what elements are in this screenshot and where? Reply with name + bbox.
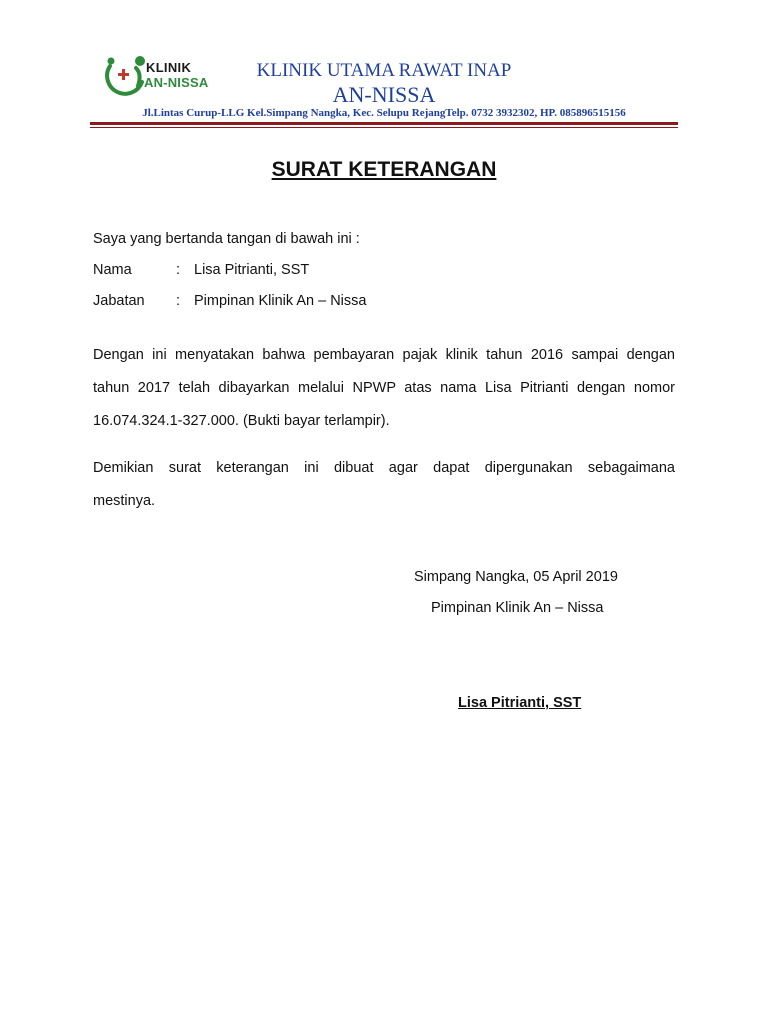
letterhead-title: KLINIK UTAMA RAWAT INAP xyxy=(256,60,512,81)
letterhead-subtitle: AN-NISSA xyxy=(332,82,436,107)
logo-text-klinik: KLINIK xyxy=(146,60,192,75)
paragraph-closing xyxy=(93,458,675,524)
signature-name: Lisa Pitrianti, SST xyxy=(458,695,582,711)
logo-text-annissa: AN-NISSA xyxy=(144,75,209,90)
paragraph-statement xyxy=(93,345,675,444)
paragraph-line: 16.074.324.1-327.000. (Bukti bayar terlampir). xyxy=(93,413,390,429)
paragraph-line: mestinya. xyxy=(93,493,156,509)
paragraph-line: tahun 2017 telah dibayarkan melalui NPWP atas nama Lisa Pitrianti dengan nomor xyxy=(93,380,675,396)
field-label-nama: Nama xyxy=(93,262,132,278)
field-label-jabatan: Jabatan xyxy=(93,293,145,309)
paragraph-line: Dengan ini menyatakan bahwa pembayaran pajak klinik tahun 2016 sampai dengan xyxy=(93,347,675,363)
field-value-jabatan: Pimpinan Klinik An – Nissa xyxy=(194,293,367,309)
signature-role: Pimpinan Klinik An – Nissa xyxy=(431,600,604,616)
document-title: SURAT KETERANGAN xyxy=(271,158,497,181)
intro-text: Saya yang bertanda tangan di bawah ini : xyxy=(93,231,360,247)
signature-place-date: Simpang Nangka, 05 April 2019 xyxy=(414,569,618,585)
clinic-logo-icon xyxy=(102,52,150,102)
letterhead-rule-thin xyxy=(90,127,678,128)
field-value-nama: Lisa Pitrianti, SST xyxy=(194,262,310,278)
letterhead-rule-thick xyxy=(90,122,678,125)
paragraph-line: Demikian surat keterangan ini dibuat agar dapat dipergunakan sebagaimana xyxy=(93,460,675,476)
field-colon-jabatan: : xyxy=(176,293,181,309)
field-colon-nama: : xyxy=(176,262,181,278)
letterhead-address: Jl.Lintas Curup-LLG Kel.Simpang Nangka, Kec. Selupu RejangTelp. 0732 3932302, HP. 085896515156 xyxy=(142,107,626,119)
